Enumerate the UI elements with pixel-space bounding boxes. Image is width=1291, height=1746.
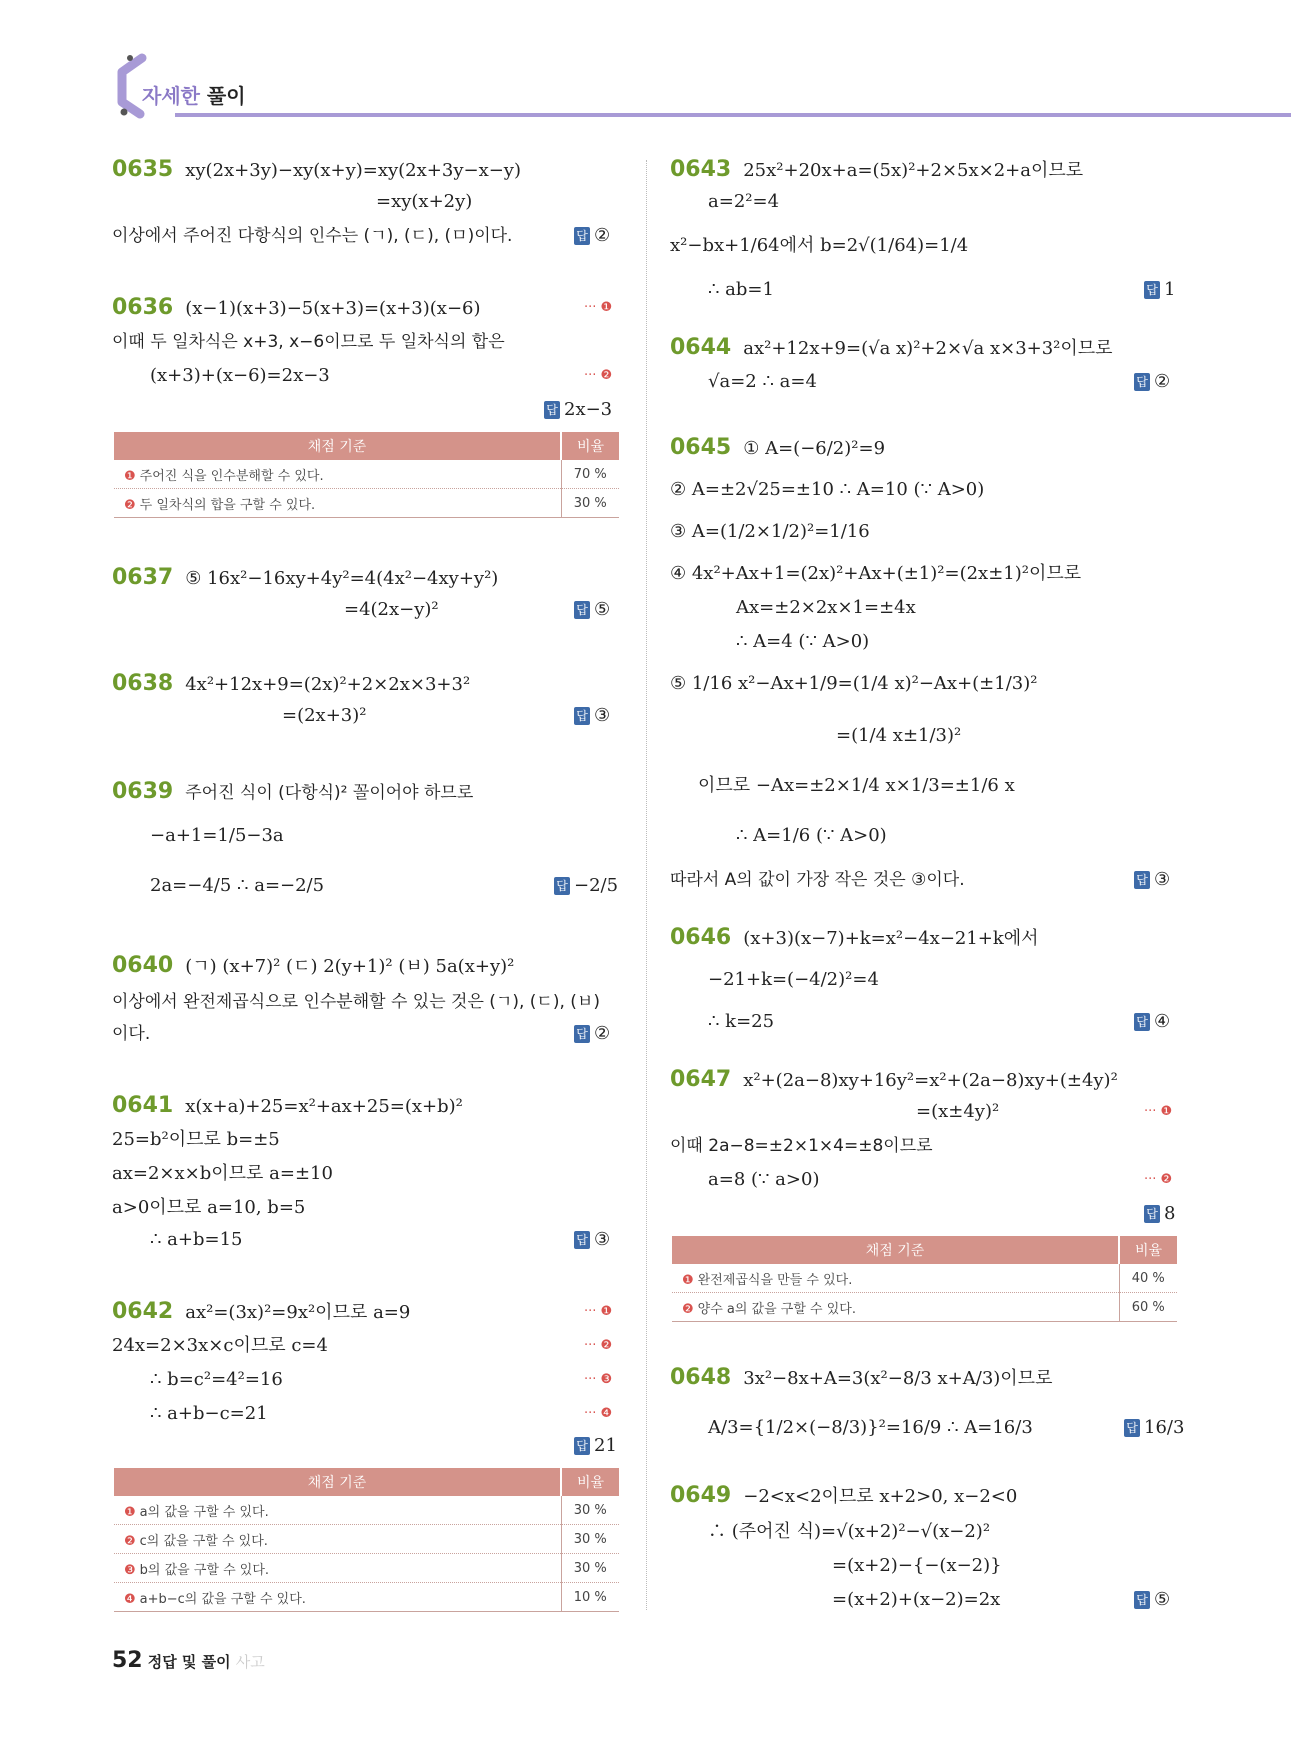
problem-0635: 0635 xy(2x+3y)−xy(x+y)=xy(2x+3y−x−y) bbox=[112, 157, 521, 182]
problem-0645-line2: ② A=±2√25=±10 ∴ A=10 (∵ A>0) bbox=[670, 479, 985, 500]
problem-0642-line4: ∴ a+b−c=21 bbox=[150, 1403, 268, 1424]
answer-icon: 답 bbox=[1134, 871, 1150, 889]
page-number: 52 bbox=[112, 1648, 143, 1673]
problem-0645: 0645 ① A=(−6/2)²=9 bbox=[670, 435, 886, 460]
problem-0636: 0636 (x−1)(x+3)−5(x+3)=(x+3)(x−6) bbox=[112, 295, 481, 320]
problem-0645-line7: ⑤ 1/16 x²−Ax+1/9=(1/4 x)²−Ax+(±1/3)² bbox=[670, 673, 1038, 694]
problem-0642-line2: 24x=2×3x×c이므로 c=4 bbox=[112, 1335, 328, 1356]
column-divider bbox=[646, 160, 647, 1610]
answer-0638: 답 ③ bbox=[574, 704, 610, 728]
problem-0644: 0644 ax²+12x+9=(√a x)²+2×√a x×3+3²이므로 bbox=[670, 335, 1113, 360]
step-marker-2: ··· ❷ bbox=[584, 1338, 613, 1353]
problem-0637-line2: =4(2x−y)² bbox=[344, 599, 439, 620]
problem-0648-line2: A/3={1/2×(−8/3)}²=16/9 ∴ A=16/3 bbox=[708, 1417, 1033, 1438]
problem-0645-line8: =(1/4 x±1/3)² bbox=[836, 725, 962, 746]
problem-0641: 0641 x(x+a)+25=x²+ax+25=(x+b)² bbox=[112, 1093, 463, 1118]
header-rule bbox=[175, 113, 1291, 117]
problem-0645-line10: ∴ A=1/6 (∵ A>0) bbox=[736, 825, 887, 846]
problem-0646-line3: ∴ k=25 bbox=[708, 1011, 775, 1032]
problem-0638-line2: =(2x+3)² bbox=[282, 705, 367, 726]
step-marker-2: ··· ❷ bbox=[1144, 1172, 1173, 1187]
answer-0647: 답 8 bbox=[1144, 1202, 1175, 1226]
problem-0643-line2: a=2²=4 bbox=[708, 191, 780, 212]
answer-icon: 답 bbox=[574, 707, 590, 725]
answer-0643: 답 1 bbox=[1144, 278, 1175, 302]
step-marker-3: ··· ❸ bbox=[584, 1372, 613, 1387]
step-marker-1: ··· ❶ bbox=[584, 300, 613, 315]
answer-0642: 답 21 bbox=[574, 1434, 617, 1458]
answer-0648: 답 16/3 bbox=[1124, 1416, 1184, 1440]
problem-0641-line3: ax=2×x×b이므로 a=±10 bbox=[112, 1163, 333, 1184]
grading-table-0636: 채점 기준 비율 ❶ 주어진 식을 인수분해할 수 있다. 70 % ❷ 두 일차식의 합을 구할 수 있다. 30 % bbox=[114, 432, 619, 518]
answer-0646: 답 ④ bbox=[1134, 1010, 1170, 1034]
problem-0642-line3: ∴ b=c²=4²=16 bbox=[150, 1369, 283, 1390]
problem-0636-line3: (x+3)+(x−6)=2x−3 bbox=[150, 365, 330, 386]
answer-icon: 답 bbox=[574, 601, 590, 619]
answer-0640: 답 ② bbox=[574, 1022, 610, 1046]
problem-0644-line2: √a=2 ∴ a=4 bbox=[708, 371, 817, 392]
problem-0641-line5: ∴ a+b=15 bbox=[150, 1229, 243, 1250]
answer-0635: 답 ② bbox=[574, 224, 610, 248]
footer-ghost-text: 사고 bbox=[235, 1653, 265, 1671]
answer-icon: 답 bbox=[1134, 373, 1150, 391]
answer-0649: 답 ⑤ bbox=[1134, 1588, 1170, 1612]
problem-0645-line5: Ax=±2×2x×1=±4x bbox=[736, 597, 916, 618]
problem-0635-line3: 이상에서 주어진 다항식의 인수는 (ㄱ), (ㄷ), (ㅁ)이다. bbox=[112, 226, 513, 246]
problem-0647: 0647 x²+(2a−8)xy+16y²=x²+(2a−8)xy+(±4y)² bbox=[670, 1067, 1118, 1092]
problem-0649: 0649 −2<x<2이므로 x+2>0, x−2<0 bbox=[670, 1483, 1018, 1508]
problem-0641-line4: a>0이므로 a=10, b=5 bbox=[112, 1197, 306, 1218]
problem-0639-line2: −a+1=1/5−3a bbox=[150, 825, 284, 846]
problem-0640-line2: 이상에서 완전제곱식으로 인수분해할 수 있는 것은 (ㄱ), (ㄷ), (ㅂ) bbox=[112, 992, 600, 1012]
grading-table-0647: 채점 기준 비율 ❶ 완전제곱식을 만들 수 있다. 40 % ❷ 양수 a의 값을 구할 수 있다. 60 % bbox=[672, 1236, 1177, 1322]
problem-0639-line3: 2a=−4/5 ∴ a=−2/5 bbox=[150, 875, 325, 896]
problem-0643-line3: x²−bx+1/64에서 b=2√(1/64)=1/4 bbox=[670, 235, 969, 256]
problem-0645-line9: 이므로 −Ax=±2×1/4 x×1/3=±1/6 x bbox=[698, 775, 1015, 796]
problem-0643: 0643 25x²+20x+a=(5x)²+2×5x×2+a이므로 bbox=[670, 157, 1084, 182]
answer-icon: 답 bbox=[544, 401, 560, 419]
answer-icon: 답 bbox=[574, 1231, 590, 1249]
problem-0645-line4: ④ 4x²+Ax+1=(2x)²+Ax+(±1)²=(2x±1)²이므로 bbox=[670, 563, 1082, 584]
problem-0642: 0642 ax²=(3x)²=9x²이므로 a=9 bbox=[112, 1299, 411, 1324]
problem-0639: 0639 주어진 식이 (다항식)² 꼴이어야 하므로 bbox=[112, 779, 474, 804]
answer-icon: 답 bbox=[574, 227, 590, 245]
answer-0636: 답 2x−3 bbox=[544, 398, 612, 422]
problem-0640-line3: 이다. bbox=[112, 1024, 151, 1044]
page-footer bbox=[112, 1648, 265, 1673]
grading-table-0642: 채점 기준 비율 ❶ a의 값을 구할 수 있다. 30 % ❷ c의 값을 구할 수 있다. 30 % ❸ b의 값을 구할 수 있다. 30 % ❹ a+b−c의 값을 구할 수 있다. 10 % bbox=[114, 1468, 619, 1612]
problem-0637: 0637 ⑤ 16x²−16xy+4y²=4(4x²−4xy+y²) bbox=[112, 565, 499, 590]
step-marker-1: ··· ❶ bbox=[1144, 1104, 1173, 1119]
problem-0648: 0648 3x²−8x+A=3(x²−8/3 x+A/3)이므로 bbox=[670, 1365, 1053, 1390]
answer-icon: 답 bbox=[574, 1025, 590, 1043]
answer-icon: 답 bbox=[1134, 1013, 1150, 1031]
step-marker-2: ··· ❷ bbox=[584, 368, 613, 383]
problem-0638: 0638 4x²+12x+9=(2x)²+2×2x×3+3² bbox=[112, 671, 471, 696]
answer-icon: 답 bbox=[574, 1437, 590, 1455]
step-marker-4: ··· ❹ bbox=[584, 1406, 613, 1421]
answer-icon: 답 bbox=[554, 877, 570, 895]
step-marker-1: ··· ❶ bbox=[584, 1304, 613, 1319]
problem-0647-line2: =(x±4y)² bbox=[916, 1101, 1000, 1122]
problem-0645-line6: ∴ A=4 (∵ A>0) bbox=[736, 631, 870, 652]
problem-0640: 0640 (ㄱ) (x+7)² (ㄷ) 2(y+1)² (ㅂ) 5a(x+y)² bbox=[112, 953, 515, 978]
problem-0647-line4: a=8 (∵ a>0) bbox=[708, 1169, 820, 1190]
problem-0649-line3: =(x+2)−{−(x−2)} bbox=[832, 1555, 1002, 1576]
problem-0649-line2: ∴ (주어진 식)=√(x+2)²−√(x−2)² bbox=[708, 1521, 991, 1542]
footer-label: 정답 및 풀이 bbox=[147, 1653, 231, 1671]
problem-0635-line2: =xy(x+2y) bbox=[376, 191, 473, 212]
answer-0641: 답 ③ bbox=[574, 1228, 610, 1252]
problem-0646: 0646 (x+3)(x−7)+k=x²−4x−21+k에서 bbox=[670, 925, 1039, 950]
problem-0647-line3: 이때 2a−8=±2×1×4=±8이므로 bbox=[670, 1136, 933, 1156]
problem-0649-line4: =(x+2)+(x−2)=2x bbox=[832, 1589, 1001, 1610]
problem-0641-line2: 25=b²이므로 b=±5 bbox=[112, 1129, 280, 1150]
answer-icon: 답 bbox=[1144, 1205, 1160, 1223]
answer-icon: 답 bbox=[1144, 281, 1160, 299]
problem-0645-line11: 따라서 A의 값이 가장 작은 것은 ③이다. bbox=[670, 870, 965, 890]
answer-0637: 답 ⑤ bbox=[574, 598, 610, 622]
problem-0643-line4: ∴ ab=1 bbox=[708, 279, 774, 300]
section-title: 자세한 풀이 bbox=[142, 84, 246, 108]
problem-0636-line2: 이때 두 일차식은 x+3, x−6이므로 두 일차식의 합은 bbox=[112, 332, 505, 352]
answer-icon: 답 bbox=[1124, 1419, 1140, 1437]
answer-0644: 답 ② bbox=[1134, 370, 1170, 394]
answer-icon: 답 bbox=[1134, 1591, 1150, 1609]
answer-0639: 답 −2/5 bbox=[554, 874, 618, 898]
problem-0645-line3: ③ A=(1/2×1/2)²=1/16 bbox=[670, 521, 870, 542]
answer-0645: 답 ③ bbox=[1134, 868, 1170, 892]
problem-0646-line2: −21+k=(−4/2)²=4 bbox=[708, 969, 879, 990]
